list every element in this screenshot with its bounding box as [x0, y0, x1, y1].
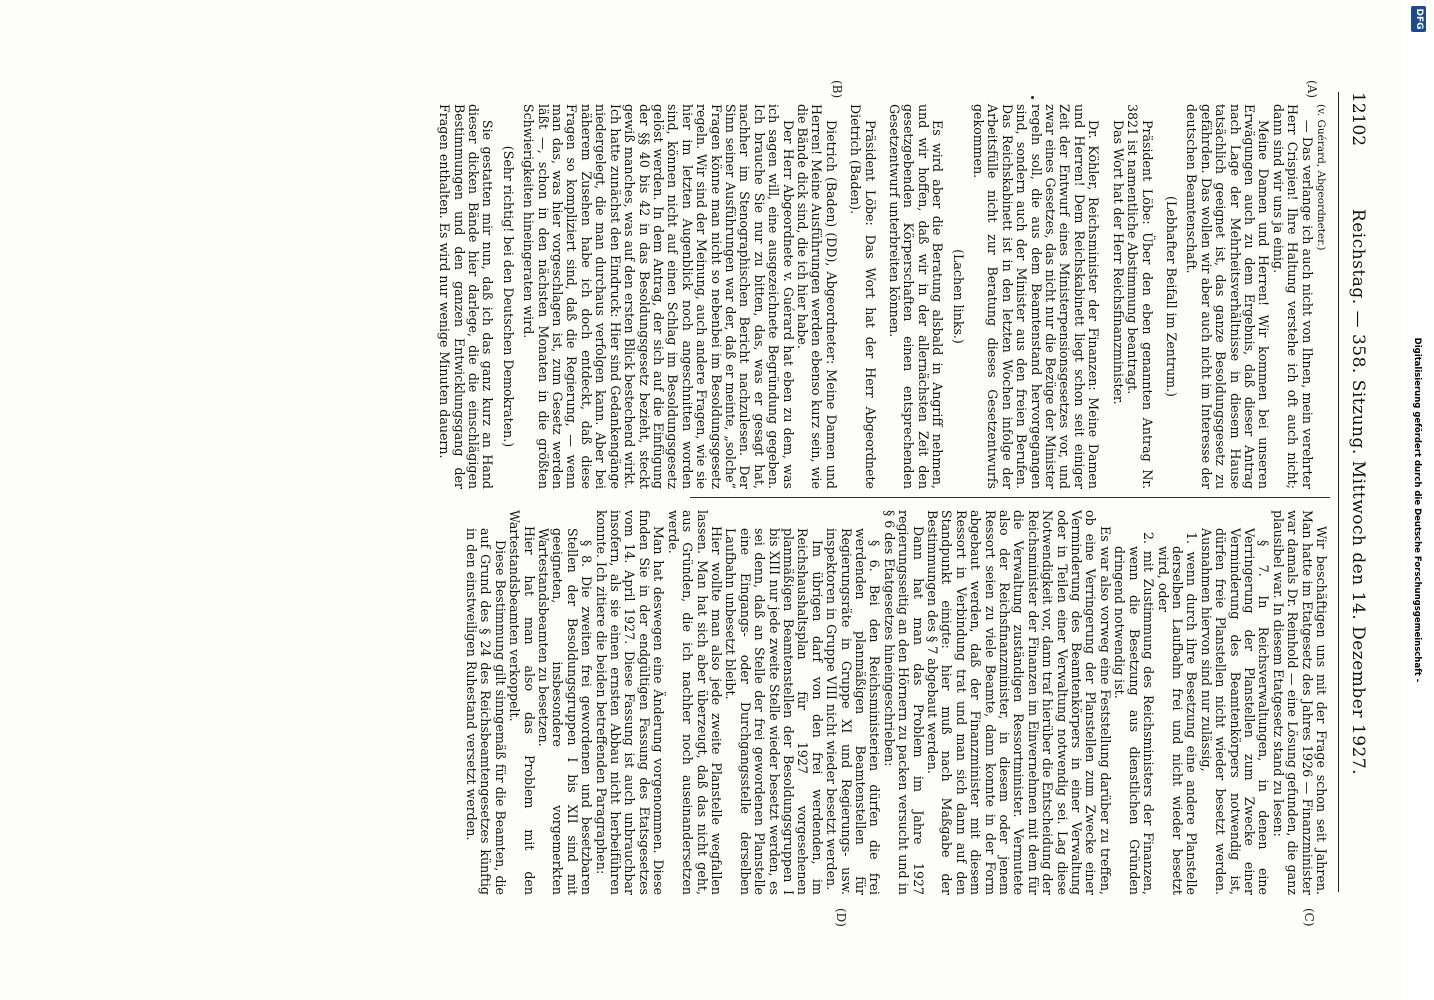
law-quote: Im übrigen darf von den frei werdenden, im Reichshaushaltsplan für 1927 vorgesehenen planmäßigen Beamtenstellen der Besoldungsgruppen I bis XIII nur jede zweite Stelle wieder besetzt werden, es sei denn, daß an Stelle der frei gewordenen Planstelle eine Eingangs- oder Durchgangsstelle derselben Laufbahn unbesetzt bleibt. [723, 528, 825, 895]
margin-letter-b: (B) [830, 80, 844, 99]
column-divider [690, 497, 1330, 498]
page-number: 12102 [1348, 92, 1368, 147]
digitization-footer [1402, 0, 1434, 1000]
paragraph: Der Herr Abgeordnete v. Guérard hat eben zu dem, was ich sagen will, eine ausgezeichnete Begründung gegeben. Ich brauche Sie nur zu bitten, das, was er gesagt hat, nachher im Stenographischen Bericht nachzulesen. Der Sinn seiner Ausführungen war der, daß er meinte, „solche“ Fragen könne man nicht so nebenbei im Besoldungsgesetz regeln. Wir sind der Meinung, auch andere Fragen, wie sie hier im letzten Augenblick noch angeschnitten worden sind, können nicht auf einen Schlag im Besoldungsgesetz gelöst werden. In dem Antrag, der sich auf die Einfügung der §§ 40 bis 42 in das Besoldungsgesetz bezieht, steckt gewiß manches, was auf den ersten Blick bestechend wirkt. Ich hatte zunächst den Eindruck: Hier sind Gedankengänge niedergelegt, die man durchaus verfolgen kann. Aber bei näherem Zusehen habe ich doch entdeckt, daß diese Fragen so kompliziert sind, daß die Regierung, — wenn man das, was hier vorgeschlagen ist, zum Gesetz werden läßt —, schon in den nächsten Monaten in die größten Schwierigkeiten hineingeraten wird. [521, 104, 796, 489]
paragraph: Hier wollte man also jede zweite Planstelle wegfallen lassen. Man hat sich aber überzeugt, daß das nicht geht, aus Gründen, die ich nachher noch auseinandersetzen werde. [665, 510, 724, 895]
president-statement: Präsident Löbe: Das Wort hat der Herr Abgeordnete Dietrich (Baden). [848, 104, 878, 489]
digitization-note: Digitalisierung gefördert durch die Deutsche Forschungsgemeinschaft - [1412, 337, 1422, 683]
paragraph: Dann hat man das Problem im Jahre 1927 regierungsseitig an den Hörnern zu packen versucht und in § 6 des Etatgesetzes hineingeschrieben: [881, 510, 926, 895]
interjection: (Lachen links.) [950, 249, 966, 344]
law-quote: Diese Bestimmung gilt sinngemäß für die Beamten, die auf Grund des § 24 des Reichsbeamtengesetzes künftig in den einstweiligen Ruhestand versetzt werden. [464, 528, 508, 895]
margin-letter-d: (D) [834, 908, 848, 927]
paragraph: Hier hat man also das Problem mit den Wartestandsbeamten verkoppelt. [507, 510, 537, 895]
interjection: (Sehr richtig! bei den Deutschen Demokraten.) [500, 145, 516, 448]
deputy-speech: Dietrich (Baden) (DD), Abgeordneter: Meine Damen und Herren! Meine Ausführungen werden ebenso kurz sein, wie die Bände dick sind, die ich hier habe. [795, 104, 839, 489]
speaker-continuation: (v. Guérard, Abgeordneter.) [1315, 104, 1327, 251]
paragraph: — Das verlange ich auch nicht von Ihnen, mein verehrter Herr Crispien! Ihre Haltung verstehe ich oft auch nicht; dann sind wir uns ja einig. [1270, 104, 1315, 489]
paragraph: Das Wort hat der Herr Reichsfinanzminister. [1110, 120, 1126, 405]
margin-letter-c: (C) [1302, 908, 1316, 927]
law-quote: § 6. Bei den Reichsministerien dürfen die frei werdenden planmäßigen Beamtenstellen für Regierungsräte in Gruppe XI und Regierungs- usw. inspektoren in Gruppe VIII nicht wieder besetzt werden. [824, 528, 883, 895]
margin-letter-a: (A) [1305, 80, 1319, 99]
header-rule [1338, 92, 1339, 892]
paragraph: Sie gestatten mir nun, daß ich das ganz kurz an Hand dieser dicken Bände hier darlege, die die einschlägigen Bestimmungen und den ganzen Entwicklungsgang der Fragen enthalten. Es wird nur wenige Minuten dauern. [437, 104, 496, 489]
law-quote: § 7. In Reichsverwaltungen, in denen eine Verringerung der Planstellen zum Zwecke einer Verminderung des Beamtenkörpers notwendig ist, dürfen freie Planstellen nicht wieder besetzt werden. Ausnahmen hiervon sind nur zulässig, [1198, 528, 1272, 895]
left-column [437, 104, 1328, 489]
minister-speech: Dr. Köhler, Reichsminister der Finanzen: Meine Damen und Herren! Dem Reichskabinett liegt schon seit einiger Zeit der Entwurf eines Ministerpensionsgesetzes vor, und zwar eines Gesetzes, das nicht nur die Bezüge der Minister regeln soll, die aus dem Beamtenstand hervorgegangen sind, sondern auch der Minister aus den freien Berufen. Das Reichskabinett ist in den letzten Wochen infolge der Arbeitsfülle nicht zur Beratung dieses Gesetzentwurfs gekommen. [971, 104, 1102, 489]
right-column [464, 510, 1328, 895]
law-quote: § 8. Die zweiten frei gewordenen und besetzbaren Stellen der Besoldungsgruppen I bis XII sind mit geeigneten, insbesondere vorgemerkten Wartestandsbeamten zu besetzen. [536, 528, 595, 895]
margin-dot [1031, 96, 1034, 99]
dfg-logo: DFG [1411, 6, 1426, 32]
paragraph: Man hat deswegen eine Änderung vorgenommen. Diese finden Sie in der endgültigen Fassung des Etatsgesetzes vom 14. April 1927. Diese Fassung ist auch unbrauchbar insofern, als sie einen ernsten Abbau nicht herbeiführen konnte. Ich zitiere die beiden betreffenden Paragraphen: [593, 510, 667, 895]
law-quote-item: 1. wenn durch ihre Besetzung eine andere Planstelle derselben Laufbahn frei und nicht wieder besetzt wird, oder [1155, 532, 1200, 895]
page-header [1344, 92, 1372, 892]
paragraph: Meine Damen und Herren! Wir kommen bei unseren Erwägungen auch zu dem Ergebnis, daß dieser Antrag nach Lage der Mehrheitsverhältnisse in diesem Hause tatsächlich geeignet ist, das ganze Besoldungsgesetz zu gefährden. Das wollen wir aber auch nicht im Interesse der deutschen Beamtenschaft. [1184, 104, 1272, 489]
paragraph: Es wird aber die Beratung alsbald in Angriff nehmen, und wir hoffen, daß wir in der allernächsten Zeit den gesetzgebenden Körperschaften einen entsprechenden Gesetzentwurf unterbreiten können. [887, 104, 946, 489]
session-title: Reichstag. — 358. Sitzung. Mittwoch den 14. Dezember 1927. [1348, 208, 1368, 776]
interjection: (Lebhafter Beifall im Zentrum.) [1163, 196, 1179, 397]
president-statement: Präsident Löbe: Über den eben genannten Antrag Nr. 3821 ist namentliche Abstimmung beantragt. [1125, 104, 1155, 489]
paragraph: Wir beschäftigen uns mit der Frage schon seit Jahren. Man hatte im Etatgesetz des Jahres 1926 — Finanzminister war damals Dr. Reinhold — eine Lösung gefunden, die ganz plausibel war. In diesem Etatgesetz stand zu lesen: [1270, 510, 1329, 895]
paragraph: Es war also vorweg eine Feststellung darüber zu treffen, ob eine Verringerung der Planstellen zum Zwecke einer Verminderung des Beamtenkörpers in einer Verwaltung oder in Teilen einer Verwaltung notwendig sei. Lag diese Notwendigkeit vor, dann traf hierüber die Entscheidung der Reichsminister der Finanzen im Einvernehmen mit dem für die Verwaltung zuständigen Ressortminister. Vermutete also der Reichsfinanzminister, in diesem oder jenem Ressort seien zu viele Beamte, dann konnte in der Form abgebaut werden, daß der Finanzminister mit diesem Ressort in Verbindung trat und man sich dann auf den Standpunkt einigte: hier muß nach Maßgabe der Bestimmungen des § 7 abgebaut werden. [925, 510, 1113, 895]
law-quote-item: 2. mit Zustimmung des Reichsministers der Finanzen, wenn die Besetzung aus dienstlichen Gründen dringend notwendig ist. [1112, 532, 1157, 895]
